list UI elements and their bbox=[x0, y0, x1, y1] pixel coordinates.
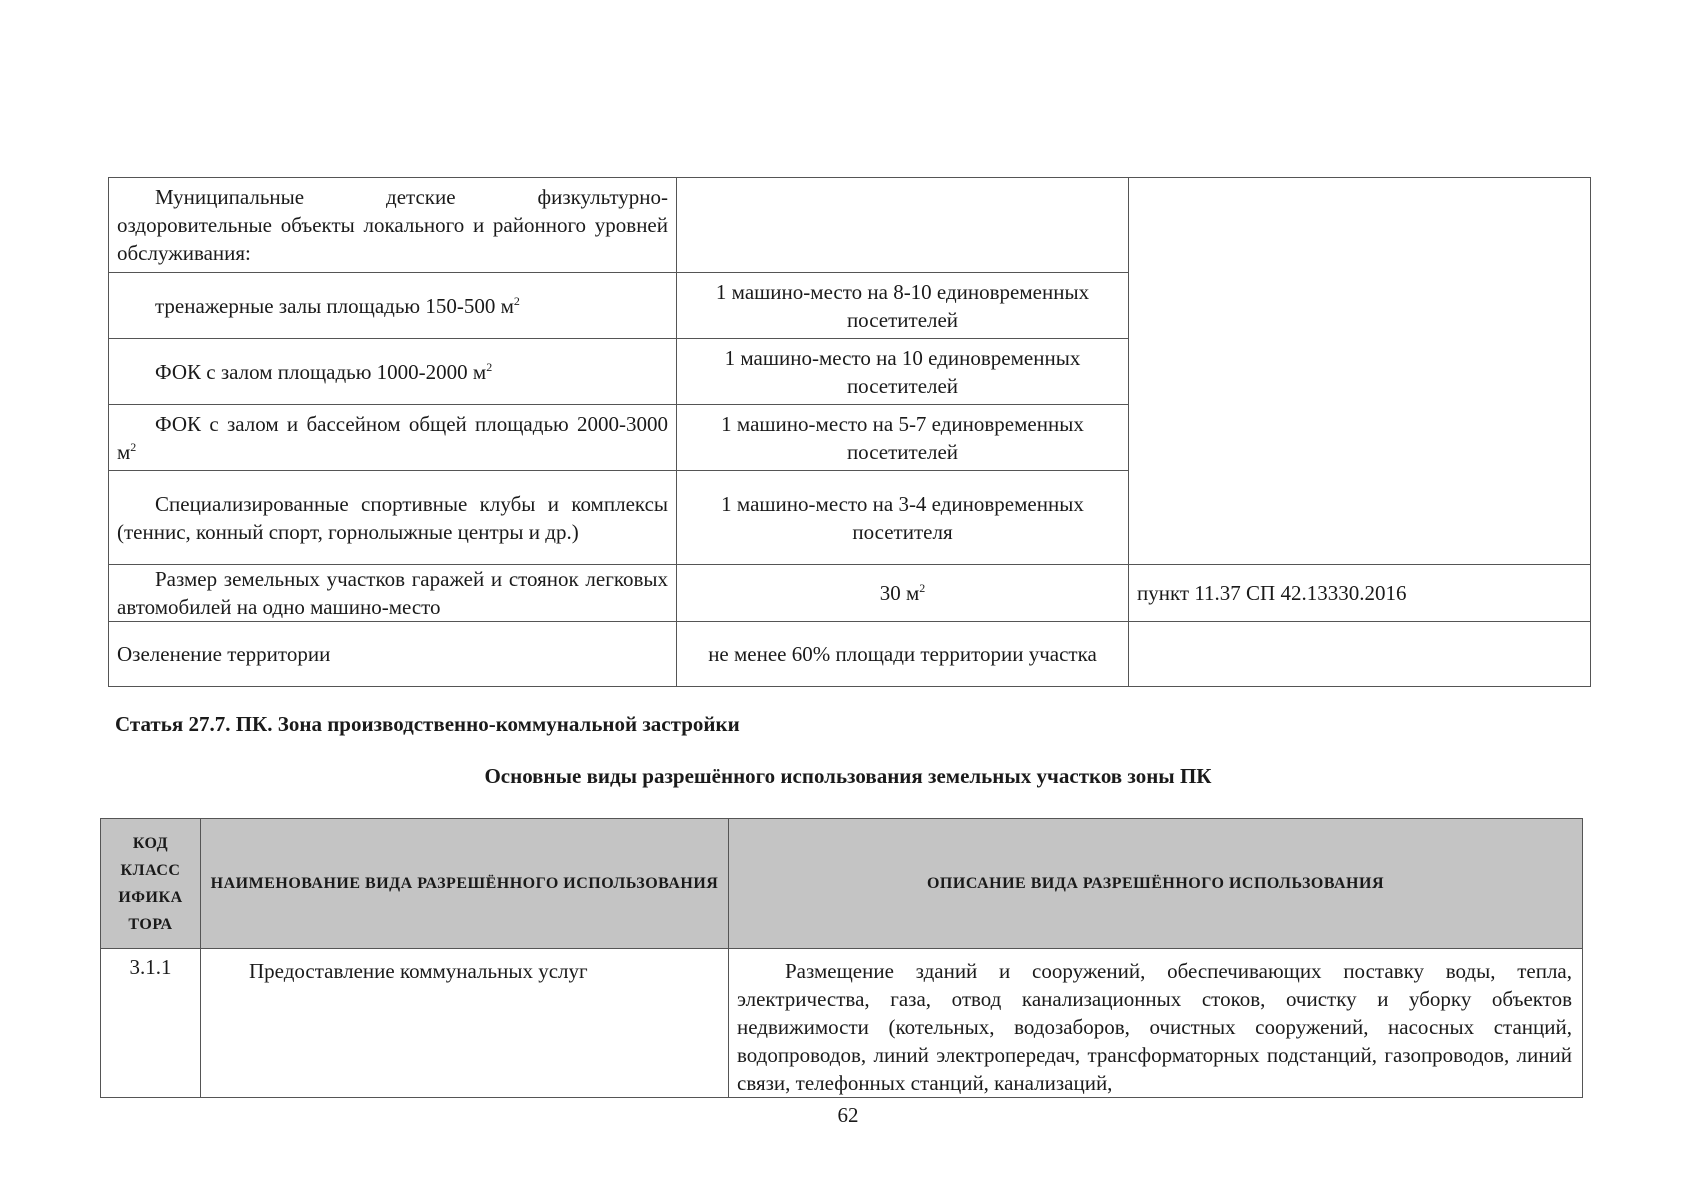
table-cell-description: Размещение зданий и сооружений, обеспечивающих поставку воды, тепла, электричества, газа, отвод канализационных стоков, очистку и уборку объектов недвижимости (котельных, водозаборов, очистных сооружений, насосных станций, водопроводов, линий электропередач, трансформаторных подстанций, газопроводов, линий связи, телефонных станций, канализаций, bbox=[729, 949, 1583, 1098]
table-cell-norm: 30 $м^2$ bbox=[677, 565, 1129, 622]
article-heading: Статья 27.7. ПК. Зона производственно-коммунальной застройки bbox=[115, 712, 740, 736]
header-description: ОПИСАНИЕ ВИДА РАЗРЕШЁННОГО ИСПОЛЬЗОВАНИЯ bbox=[729, 819, 1583, 949]
parking-norms-table bbox=[108, 177, 1591, 687]
table-cell-norm: 1 машино-место на 10 единовременных посетителей bbox=[677, 339, 1129, 405]
page-number: 62 bbox=[837, 1103, 859, 1127]
superscript: 2 bbox=[130, 439, 137, 454]
table-cell-ref: пункт 11.37 СП 42.13330.2016 bbox=[1129, 565, 1591, 622]
superscript: 2 bbox=[919, 581, 926, 595]
table-cell-label: ФОК с залом площадью 1000-2000 $м^2$ bbox=[109, 339, 677, 405]
table-cell-label: Специализированные спортивные клубы и комплексы (теннис, конный спорт, горнолыжные центры и др.) bbox=[109, 471, 677, 565]
table-cell-norm: не менее 60% площади территории участка bbox=[677, 622, 1129, 687]
header-name: НАИМЕНОВАНИЕ ВИДА РАЗРЕШЁННОГО ИСПОЛЬЗОВАНИЯ bbox=[201, 819, 729, 949]
table-cell-label: Озеленение территории bbox=[109, 622, 677, 687]
table-cell-label: Размер земельных участков гаражей и стоянок легковых автомобилей на одно машино-место bbox=[109, 565, 677, 622]
section-subheading: Основные виды разрешённого использования земельных участков зоны ПК bbox=[484, 764, 1212, 788]
table-cell-label: тренажерные залы площадью 150-500 $м^2$ bbox=[109, 273, 677, 339]
table-cell-code: 3.1.1 bbox=[101, 949, 201, 1098]
permitted-use-table bbox=[100, 818, 1583, 1098]
table-cell-ref bbox=[1129, 622, 1591, 687]
table-cell-norm: 1 машино-место на 3-4 единовременных посетителя bbox=[677, 471, 1129, 565]
superscript: 2 bbox=[513, 293, 520, 308]
header-code: КОД КЛАСС ИФИКА ТОРА bbox=[101, 819, 201, 949]
table-cell-name: Предоставление коммунальных услуг bbox=[201, 949, 729, 1098]
table-cell-label: Муниципальные детские физкультурно-оздоровительные объекты локального и районного уровней обслуживания: bbox=[109, 178, 677, 273]
table-cell-norm: 1 машино-место на 8-10 единовременных посетителей bbox=[677, 273, 1129, 339]
table-cell-norm: 1 машино-место на 5-7 единовременных посетителей bbox=[677, 405, 1129, 471]
table-cell-norm bbox=[677, 178, 1129, 273]
table-cell-label: ФОК с залом и бассейном общей площадью 2000-3000 $м^2$ bbox=[109, 405, 677, 471]
superscript: 2 bbox=[486, 359, 493, 374]
table-cell-ref bbox=[1129, 178, 1591, 565]
